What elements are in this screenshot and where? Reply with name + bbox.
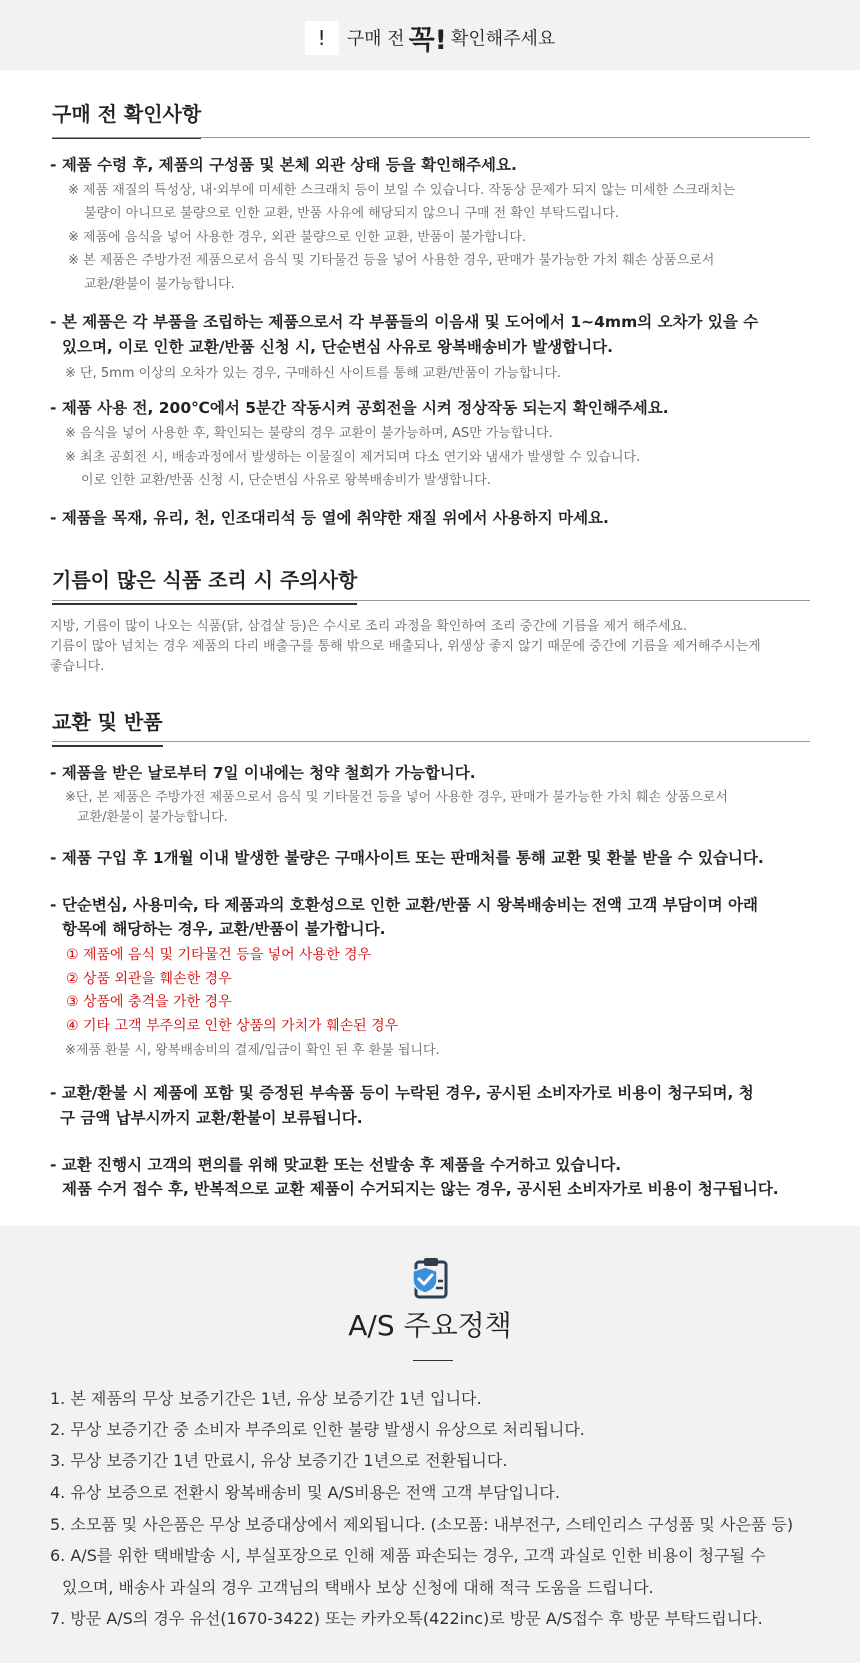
warning-item: ③ 상품에 충격을 가한 경우 (66, 994, 232, 1010)
as-policy-item: 6. A/S를 위한 택배발송 시, 부실포장으로 인해 제품 파손되는 경우, 고객 과실로 인한 비용이 청구될 수 (50, 1546, 766, 1565)
section1-line: ※ 최초 공회전 시, 배송과정에서 발생하는 이물질이 제거되며 다소 연기와 냄새가 발생할 수 있습니다. (65, 450, 641, 465)
section3-line: 구 금액 납부시까지 교환/환불이 보류됩니다. (60, 1109, 363, 1127)
section1-line: ※ 제품에 음식을 넣어 사용한 경우, 외관 불량으로 인한 교환, 반품이 불가합니다. (68, 230, 527, 245)
as-policy-item: 5. 소모품 및 사은품은 무상 보증대상에서 제외됩니다. (소모품: 내부전구, 스테인리스 구성품 및 사은품 등) (50, 1515, 794, 1534)
as-title-divider (413, 1360, 453, 1361)
section3-line: 교환/환불이 불가능합니다. (77, 810, 228, 825)
section1-line: 있으며, 이로 인한 교환/반품 신청 시, 단순변심 사유로 왕복배송비가 발생합니다. (62, 338, 614, 356)
as-policy-item: 있으며, 배송사 과실의 경우 고객님의 택배사 보상 신청에 대해 적극 도움을 드립니다. (62, 1578, 654, 1597)
section1-line: ※ 제품 재질의 특성상, 내·외부에 미세한 스크래치 등이 보일 수 있습니다. 작동상 문제가 되지 않는 미세한 스크래치는 (68, 183, 736, 198)
section3-line: - 교환/환불 시 제품에 포함 및 증정된 부속품 등이 누락된 경우, 공시된 소비자가로 비용이 청구되며, 청 (50, 1084, 754, 1102)
section1-line: ※ 음식을 넣어 사용한 후, 확인되는 불량의 경우 교환이 불가능하며, AS만 가능합니다. (65, 426, 553, 441)
clipboard-check-icon (410, 1256, 452, 1300)
section-title-exchange-return: 교환 및 반품 (52, 706, 163, 747)
section1-line: - 본 제품은 각 부품을 조립하는 제품으로서 각 부품들의 이음새 및 도어에서 1~4mm의 오차가 있을 수 (50, 313, 759, 331)
section2-line: 기름이 많아 넘치는 경우 제품의 다리 배출구를 통해 밖으로 배출되나, 위생상 좋지 않기 때문에 중간에 기름을 제거해주시는게 (50, 639, 761, 654)
section1-line: ※ 단, 5mm 이상의 오차가 있는 경우, 구매하신 사이트를 통해 교환/반품이 가능합니다. (65, 366, 562, 381)
section3-line: ※단, 본 제품은 주방가전 제품으로서 음식 및 기타물건 등을 넣어 사용한 경우, 판매가 불가능한 가치 훼손 상품으로서 (65, 790, 728, 805)
as-policy-item: 4. 유상 보증으로 전환시 왕복배송비 및 A/S비용은 전액 고객 부담입니다. (50, 1483, 560, 1502)
warning-item: ② 상품 외관을 훼손한 경우 (66, 971, 232, 987)
section-title-pre-purchase: 구매 전 확인사항 (52, 98, 201, 139)
section-divider (52, 741, 810, 742)
section1-line: - 제품 사용 전, 200℃에서 5분간 작동시켜 공회전을 시켜 정상작동 되는지 확인해주세요. (50, 399, 669, 417)
as-policy-item: 1. 본 제품의 무상 보증기간은 1년, 유상 보증기간 1년 입니다. (50, 1389, 482, 1408)
as-policy-item: 7. 방문 A/S의 경우 유선(1670-3422) 또는 카카오톡(422inc)로 방문 A/S접수 후 방문 부탁드립니다. (50, 1609, 763, 1628)
section1-line: 불량이 아니므로 불량으로 인한 교환, 반품 사유에 해당되지 않으니 구매 전 확인 부탁드립니다. (84, 206, 620, 221)
section3-line: ※제품 환불 시, 왕복배송비의 결제/입금이 확인 된 후 환불 됩니다. (65, 1043, 440, 1058)
section-divider (52, 600, 810, 601)
notice-pre: 구매 전 (346, 28, 405, 50)
section3-line: 항목에 해당하는 경우, 교환/반품이 불가합니다. (62, 920, 386, 938)
section3-line: - 교환 진행시 고객의 편의를 위해 맞교환 또는 선발송 후 제품을 수거하고 있습니다. (50, 1156, 622, 1174)
section3-line: - 단순변심, 사용미숙, 타 제품과의 호환성으로 인한 교환/반품 시 왕복배송비는 전액 고객 부담이며 아래 (50, 896, 758, 914)
section1-line: ※ 본 제품은 주방가전 제품으로서 음식 및 기타물건 등을 넣어 사용한 경우, 판매가 불가능한 가치 훼손 상품으로서 (68, 253, 715, 268)
section3-line: - 제품 구입 후 1개월 이내 발생한 불량은 구매사이트 또는 판매처를 통해 교환 및 환불 받을 수 있습니다. (50, 849, 764, 867)
warning-item: ① 제품에 음식 및 기타물건 등을 넣어 사용한 경우 (66, 947, 372, 963)
as-policy-title: A/S 주요정책 (348, 1309, 512, 1342)
section3-line: 제품 수거 접수 후, 반복적으로 교환 제품이 수거되지는 않는 경우, 공시된 소비자가로 비용이 청구됩니다. (62, 1180, 779, 1198)
as-policy-section (0, 1226, 860, 1663)
section-divider (52, 137, 810, 138)
notice-emphasis: 꼭! (408, 25, 447, 56)
section1-line: 교환/환불이 불가능합니다. (84, 277, 235, 292)
section-title-oily-food: 기름이 많은 식품 조리 시 주의사항 (52, 564, 357, 605)
section2-line: 좋습니다. (50, 659, 105, 674)
as-policy-item: 3. 무상 보증기간 1년 만료시, 유상 보증기간 1년으로 전환됩니다. (50, 1451, 508, 1470)
section3-line: - 제품을 받은 날로부터 7일 이내에는 청약 철회가 가능합니다. (50, 764, 476, 782)
section2-line: 지방, 기름이 많이 나오는 식품(닭, 삼겹살 등)은 수시로 조리 과정을 확인하여 조리 중간에 기름을 제거 해주세요. (50, 619, 688, 634)
section1-line: 이로 인한 교환/반품 신청 시, 단순변심 사유로 왕복배송비가 발생합니다. (81, 473, 491, 488)
notice-post: 확인해주세요 (450, 28, 556, 50)
exclamation-icon: ! (305, 21, 339, 55)
notice-text (0, 18, 860, 57)
notice-bar (0, 0, 860, 70)
section1-line: - 제품을 목재, 유리, 천, 인조대리석 등 열에 취약한 재질 위에서 사용하지 마세요. (50, 509, 609, 527)
section1-line: - 제품 수령 후, 제품의 구성품 및 본체 외관 상태 등을 확인해주세요. (50, 156, 517, 174)
as-policy-item: 2. 무상 보증기간 중 소비자 부주의로 인한 불량 발생시 유상으로 처리됩니다. (50, 1420, 585, 1439)
warning-item: ④ 기타 고객 부주의로 인한 상품의 가치가 훼손된 경우 (66, 1018, 399, 1034)
